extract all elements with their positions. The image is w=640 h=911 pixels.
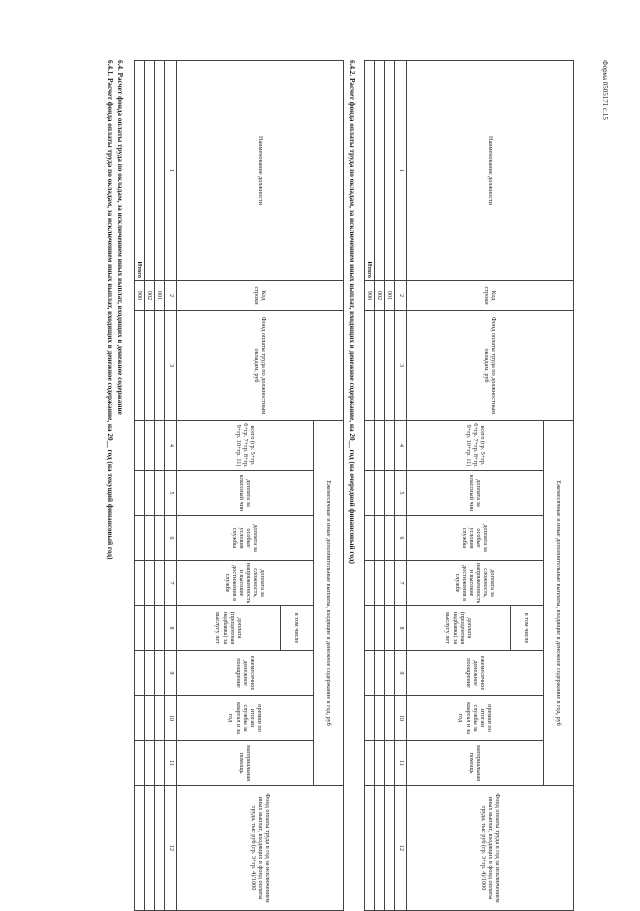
table-row-total — [135, 61, 145, 911]
col-complexity-header: доплата за сложность, напряженность и высокие достижения в службе — [407, 561, 543, 606]
row-code: 001 — [155, 281, 165, 311]
col-number: 5 — [395, 471, 407, 516]
table-6-4-2 — [364, 60, 574, 911]
table-row — [375, 61, 385, 911]
col-name-header: Наименование должности — [177, 61, 344, 281]
total-label: Итого — [135, 61, 145, 281]
col-number: 10 — [165, 696, 177, 741]
col-number: 1 — [395, 61, 407, 281]
form-reference — [598, 60, 612, 120]
col-number: 11 — [165, 741, 177, 786]
col-monthly-group-header: Ежемесячные и иные дополнительные выплаты, входящие в денежное содержание в год, руб — [313, 421, 343, 786]
col-number: 12 — [395, 786, 407, 911]
col-number: 7 — [165, 561, 177, 606]
col-code-header: Код строки — [407, 281, 574, 311]
col-long-service-header: доплата (процентная надбавка) за выслугу лет — [177, 606, 280, 651]
col-number: 9 — [165, 651, 177, 696]
section-6-4-2-heading: 6.4.2. Расчет фонда оплаты труда по окладам, за исключением иных выплат, входящих в денежное содержание, на 20__ год (на очередной финансовый год) — [348, 60, 356, 564]
col-number: 10 — [395, 696, 407, 741]
table-row-total — [365, 61, 375, 911]
col-number: 8 — [165, 606, 177, 651]
col-number: 6 — [165, 516, 177, 561]
col-number: 8 — [395, 606, 407, 651]
col-monthly-bonus-header: ежемесячное денежное поощрение — [407, 651, 543, 696]
form-reference-text: Форма 0505171 с.15 — [601, 60, 609, 120]
col-special-conditions-header: доплата за особые условия службы — [177, 516, 313, 561]
col-number: 11 — [395, 741, 407, 786]
col-fund-salary-header: Фонд оплаты труда по должностным окладам, руб — [407, 311, 574, 421]
col-premium-header: премии по итогам службы за квартал и за год — [177, 696, 313, 741]
col-code-header: Код строки — [177, 281, 344, 311]
col-material-aid-header: материальная помощь — [177, 741, 313, 786]
table-row — [385, 61, 395, 911]
form-sheet — [96, 60, 584, 910]
col-premium-header: премии по итогам службы за квартал и за год — [407, 696, 543, 741]
col-monthly-bonus-header: ежемесячное денежное поощрение — [177, 651, 313, 696]
col-number: 12 — [165, 786, 177, 911]
row-code: 002 — [375, 281, 385, 311]
section-6-4-1-heading: 6.4.1. Расчет фонда оплаты труда по окладам, за исключением иных выплат, входящих в денежное содержание, на 20__ год (на текущий финансовый год) — [106, 60, 114, 560]
col-name-header: Наименование должности — [407, 61, 574, 281]
col-fund-12-header: Фонд оплаты труда в год за исключением иных выплат, входящих в фонд оплаты труда, тыс руб (гр. 3+гр. 4)/1000 — [177, 786, 344, 911]
table-row — [155, 61, 165, 911]
col-number: 2 — [165, 281, 177, 311]
col-complexity-header: доплата за сложность, напряженность и высокие достижения в службе — [177, 561, 313, 606]
section-6-4-heading: 6.4. Расчет фонда оплаты труда по окладам, за исключением иных выплат, входящих в денежное содержание — [116, 60, 124, 415]
total-label: Итого — [365, 61, 375, 281]
table-6-4-1 — [134, 60, 344, 911]
col-number: 2 — [395, 281, 407, 311]
col-total-header: всего (гр. 5+гр. 6+гр. 7+гр. 8+гр. 9+гр. 10+гр. 11) — [177, 421, 313, 471]
table-row — [145, 61, 155, 911]
col-number: 7 — [395, 561, 407, 606]
total-code: 900 — [135, 281, 145, 311]
col-number: 4 — [165, 421, 177, 471]
col-total-header: всего (гр. 5+гр. 6+гр. 7+гр. 8+гр. 9+гр. 10+гр. 11) — [407, 421, 543, 471]
col-number: 4 — [395, 421, 407, 471]
total-code: 900 — [365, 281, 375, 311]
col-number: 9 — [395, 651, 407, 696]
col-class-rank-header: доплата за классный чин — [177, 471, 313, 516]
col-monthly-group-header: Ежемесячные и иные дополнительные выплаты, входящие в денежное содержание в год, руб — [543, 421, 573, 786]
col-number: 3 — [395, 311, 407, 421]
col-in-that-number-header: в том числе — [510, 606, 543, 651]
col-class-rank-header: доплата за классный чин — [407, 471, 543, 516]
row-code: 002 — [145, 281, 155, 311]
col-material-aid-header: материальная помощь — [407, 741, 543, 786]
col-number: 1 — [165, 61, 177, 281]
col-in-that-number-header: в том числе — [280, 606, 313, 651]
col-fund-12-header: Фонд оплаты труда в год за исключением иных выплат, входящих в фонд оплаты труда, тыс руб (гр. 3+гр. 4)/1000 — [407, 786, 574, 911]
row-code: 001 — [385, 281, 395, 311]
col-fund-salary-header: Фонд оплаты труда по должностным окладам, руб — [177, 311, 344, 421]
col-special-conditions-header: доплата за особые условия службы — [407, 516, 543, 561]
col-long-service-header: доплата (процентная надбавка) за выслугу лет — [407, 606, 510, 651]
col-number: 6 — [395, 516, 407, 561]
col-number: 5 — [165, 471, 177, 516]
col-number: 3 — [165, 311, 177, 421]
